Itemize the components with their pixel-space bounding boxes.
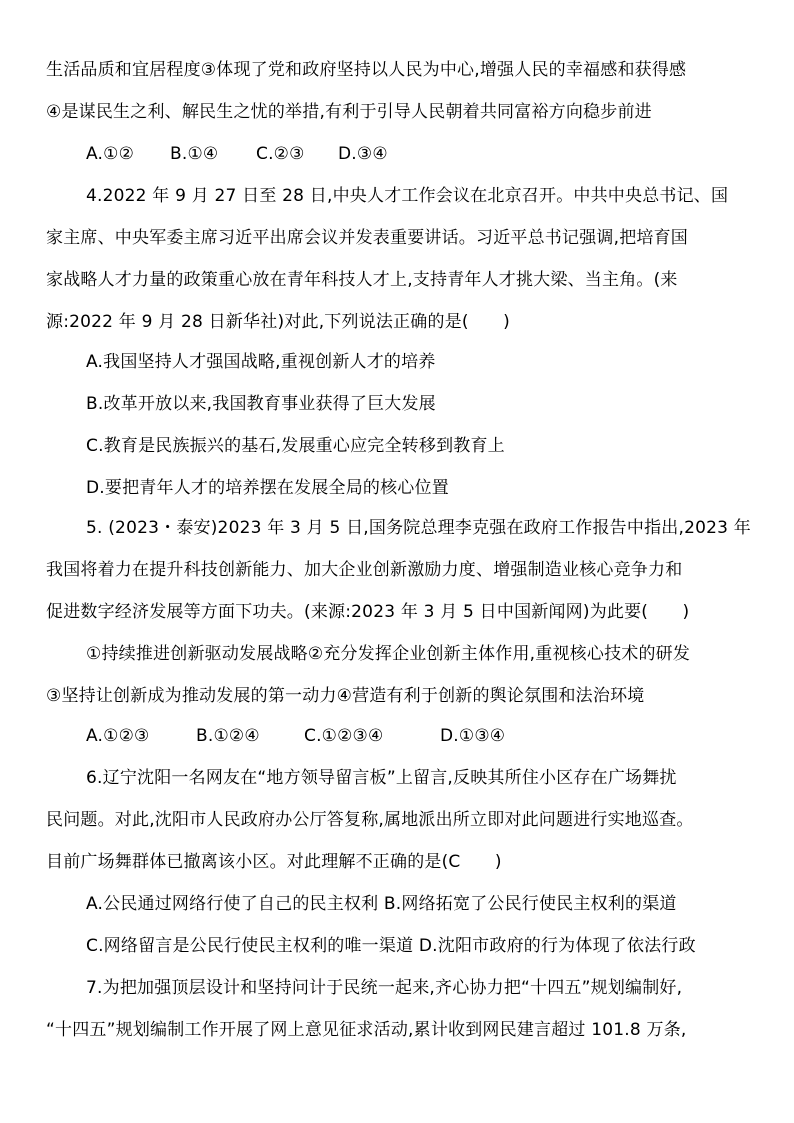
q5-statement-2: ③坚持让创新成为推动发展的第一动力④营造有利于创新的舆论氛围和法治环境 xyxy=(46,686,645,706)
q4-line-2: 家主席、中央军委主席习近平出席会议并发表重要讲话。习近平总书记强调,把培育国 xyxy=(46,228,689,248)
q5-option-a[interactable]: A.①②③ xyxy=(86,726,150,746)
q4-option-b[interactable]: B.改革开放以来,我国教育事业获得了巨大发展 xyxy=(86,394,436,414)
q5-line-1: 5. (2023・泰安)2023 年 3 月 5 日,国务院总理李克强在政府工作报告中指出,2023 年 xyxy=(86,518,751,538)
q3-option-a[interactable]: A.①② xyxy=(86,144,135,164)
q5-options xyxy=(86,722,754,750)
q6-line-3: 目前广场舞群体已撤离该小区。对此理解不正确的是(C ) xyxy=(46,852,502,872)
q3-option-d[interactable]: D.③④ xyxy=(338,144,388,164)
q5-option-c[interactable]: C.①②③④ xyxy=(304,726,384,746)
q4-option-c[interactable]: C.教育是民族振兴的基石,发展重心应完全转移到教育上 xyxy=(86,436,505,456)
q7-line-2: “十四五”规划编制工作开展了网上意见征求活动,累计收到网民建言超过 101.8 万条, xyxy=(46,1020,687,1040)
q3-option-b[interactable]: B.①④ xyxy=(170,144,219,164)
q3-options xyxy=(86,140,754,168)
q5-line-2: 我国将着力在提升科技创新能力、加大企业创新激励力度、增强制造业核心竞争力和 xyxy=(46,560,683,580)
q5-option-b[interactable]: B.①②④ xyxy=(196,726,260,746)
q6-line-2: 民问题。对此,沈阳市人民政府办公厅答复称,属地派出所立即对此问题进行实地巡查。 xyxy=(46,810,694,830)
q6-line-1: 6.辽宁沈阳一名网友在“地方领导留言板”上留言,反映其所住小区存在广场舞扰 xyxy=(86,768,677,788)
q4-line-1: 4.2022 年 9 月 27 日至 28 日,中央人才工作会议在北京召开。中共中央总书记、国 xyxy=(86,186,729,206)
q4-line-4: 源:2022 年 9 月 28 日新华社)对此,下列说法正确的是( ) xyxy=(46,312,510,332)
q7-line-1: 7.为把加强顶层设计和坚持问计于民统一起来,齐心协力把“十四五”规划编制好, xyxy=(86,978,683,998)
q3-carry-line-1: 生活品质和宜居程度③体现了党和政府坚持以人民为中心,增强人民的幸福感和获得感 xyxy=(46,60,687,80)
q6-options-cd[interactable]: C.网络留言是公民行使民主权利的唯一渠道 D.沈阳市政府的行为体现了依法行政 xyxy=(86,936,696,956)
q4-option-d[interactable]: D.要把青年人才的培养摆在发展全局的核心位置 xyxy=(86,478,449,498)
q3-option-c[interactable]: C.②③ xyxy=(256,144,305,164)
q4-line-3: 家战略人才力量的政策重心放在青年科技人才上,支持青年人才挑大梁、当主角。(来 xyxy=(46,270,678,290)
q5-line-3: 促进数字经济发展等方面下功夫。(来源:2023 年 3 月 5 日中国新闻网)为此要( ) xyxy=(46,602,690,622)
q4-option-a[interactable]: A.我国坚持人才强国战略,重视创新人才的培养 xyxy=(86,352,436,372)
q5-statement-1: ①持续推进创新驱动发展战略②充分发挥企业创新主体作用,重视核心技术的研发 xyxy=(86,644,691,664)
q6-options-ab[interactable]: A.公民通过网络行使了自己的民主权利 B.网络拓宽了公民行使民主权利的渠道 xyxy=(86,894,677,914)
q3-carry-line-2: ④是谋民生之利、解民生之忧的举措,有利于引导人民朝着共同富裕方向稳步前进 xyxy=(46,102,652,122)
q5-option-d[interactable]: D.①③④ xyxy=(440,726,506,746)
